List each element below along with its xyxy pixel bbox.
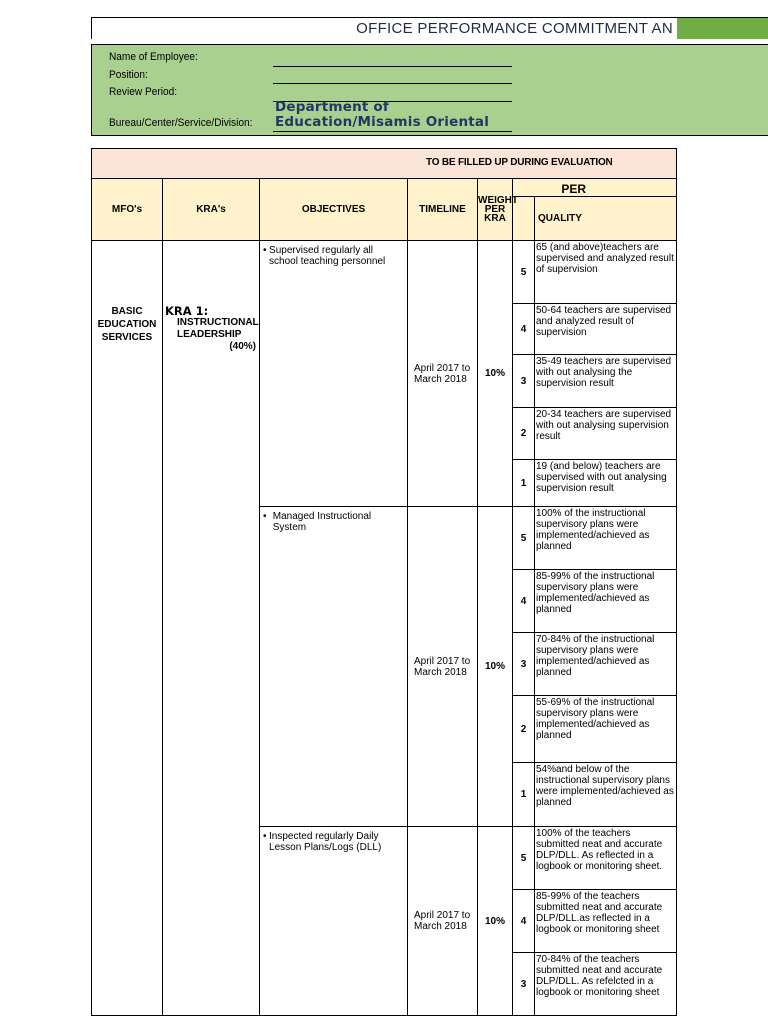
mfo-header: MFO's bbox=[92, 179, 163, 241]
name-label: Name of Employee: bbox=[109, 51, 198, 63]
kra-name: INSTRUCTIONAL LEADERSHIP bbox=[177, 317, 259, 340]
objective-cell bbox=[260, 241, 408, 507]
rating-score: 4 bbox=[513, 304, 535, 355]
objective-text: Inspected regularly Daily Lesson Plans/Logs (DLL) bbox=[269, 831, 382, 853]
rating-score: 1 bbox=[513, 460, 535, 507]
performance-header bbox=[513, 179, 677, 197]
objective-text: Managed Instructional System bbox=[272, 511, 372, 533]
rating-description: 19 (and below) teachers are supervised with out analysing supervision result bbox=[535, 460, 677, 507]
kra-header: KRA's bbox=[163, 179, 260, 241]
bullet-icon: • bbox=[263, 511, 267, 522]
kra-table bbox=[91, 148, 677, 1016]
rating-score: 4 bbox=[513, 890, 535, 953]
rating-description: 70-84% of the instructional supervisory plans were implemented/achieved as planned bbox=[535, 633, 677, 696]
position-field-line[interactable] bbox=[273, 83, 512, 84]
position-label: Position: bbox=[109, 69, 148, 81]
rating-description: 20-34 teachers are supervised with out analysing supervision result bbox=[535, 408, 677, 460]
rating-description: 35-49 teachers are supervised with out analysing the supervision result bbox=[535, 355, 677, 408]
timeline-cell: April 2017 to March 2018 bbox=[408, 507, 478, 827]
rating-row bbox=[92, 241, 677, 304]
bullet-icon: • bbox=[263, 831, 267, 842]
timeline-cell: April 2017 to March 2018 bbox=[408, 241, 478, 507]
weight-header-line-2: PER KRA bbox=[484, 204, 506, 224]
objective-text: Supervised regularly all school teaching personnel bbox=[269, 245, 386, 267]
title-bar bbox=[91, 17, 768, 39]
evaluation-banner-row bbox=[92, 149, 677, 179]
department-line-1: Department of bbox=[275, 99, 389, 115]
evaluation-banner: TO BE FILLED UP DURING EVALUATION bbox=[426, 157, 613, 168]
rating-score: 2 bbox=[513, 408, 535, 460]
weight-header bbox=[478, 179, 518, 241]
review-period-label: Review Period: bbox=[109, 86, 178, 98]
rating-score: 5 bbox=[513, 827, 535, 890]
department-line-2: Education/Misamis Oriental bbox=[275, 114, 490, 130]
rating-description: 50-64 teachers are supervised and analyzed result of supervision bbox=[535, 304, 677, 355]
rating-score: 2 bbox=[513, 696, 535, 763]
objective-cell bbox=[260, 507, 408, 827]
weight-cell: 10% bbox=[478, 241, 513, 507]
header-row bbox=[92, 179, 677, 197]
weight-cell: 10% bbox=[478, 507, 513, 827]
rating-score: 4 bbox=[513, 570, 535, 633]
name-field-line[interactable] bbox=[273, 66, 512, 67]
timeline-cell: April 2017 to March 2018 bbox=[408, 827, 478, 1016]
rating-description: 65 (and above)teachers are supervised and analyzed result of supervision bbox=[535, 241, 677, 304]
bureau-label: Bureau/Center/Service/Division: bbox=[109, 117, 253, 129]
bullet-icon: • bbox=[263, 245, 267, 256]
document-title: OFFICE PERFORMANCE COMMITMENT AN bbox=[92, 18, 677, 39]
rating-description: 54%and below of the instructional supervisory plans were implemented/achieved as planned bbox=[535, 763, 677, 827]
rating-description: 70-84% of the teachers submitted neat and accurate DLP/DLL. As refelcted in a logbook or monitoring sheet bbox=[535, 953, 677, 1016]
kra-title: KRA 1: bbox=[165, 304, 209, 318]
kra-cell bbox=[163, 241, 260, 1016]
rating-description: 100% of the teachers submitted neat and accurate DLP/DLL. As reflected in a logbook or monitoring sheet. bbox=[535, 827, 677, 890]
weight-header-line-1: WEIGHT bbox=[478, 195, 518, 206]
mfo-cell: BASIC EDUCATION SERVICES bbox=[92, 241, 163, 1016]
employee-info-box bbox=[91, 44, 768, 136]
objective-cell bbox=[260, 827, 408, 1016]
rating-score: 3 bbox=[513, 355, 535, 408]
rating-score: 3 bbox=[513, 953, 535, 1016]
performance-header-text: PER bbox=[561, 182, 587, 196]
kra-weight: (40%) bbox=[229, 341, 256, 352]
rating-score: 1 bbox=[513, 763, 535, 827]
objectives-header: OBJECTIVES bbox=[260, 179, 408, 241]
rating-description: 85-99% of the teachers submitted neat and accurate DLP/DLL.as reflected in a logbook or monitoring sheet bbox=[535, 890, 677, 953]
rating-score: 3 bbox=[513, 633, 535, 696]
weight-cell: 10% bbox=[478, 827, 513, 1016]
rating-score: 5 bbox=[513, 507, 535, 570]
rating-description: 85-99% of the instructional supervisory plans were implemented/achieved as planned bbox=[535, 570, 677, 633]
bureau-field-line[interactable] bbox=[273, 131, 512, 132]
rating-description: 100% of the instructional supervisory plans were implemented/achieved as planned bbox=[535, 507, 677, 570]
rating-description: 55-69% of the instructional supervisory plans were implemented/achieved as planned bbox=[535, 696, 677, 763]
quality-header: QUALITY bbox=[535, 197, 677, 241]
rating-score: 5 bbox=[513, 241, 535, 304]
timeline-header: TIMELINE bbox=[408, 179, 478, 241]
